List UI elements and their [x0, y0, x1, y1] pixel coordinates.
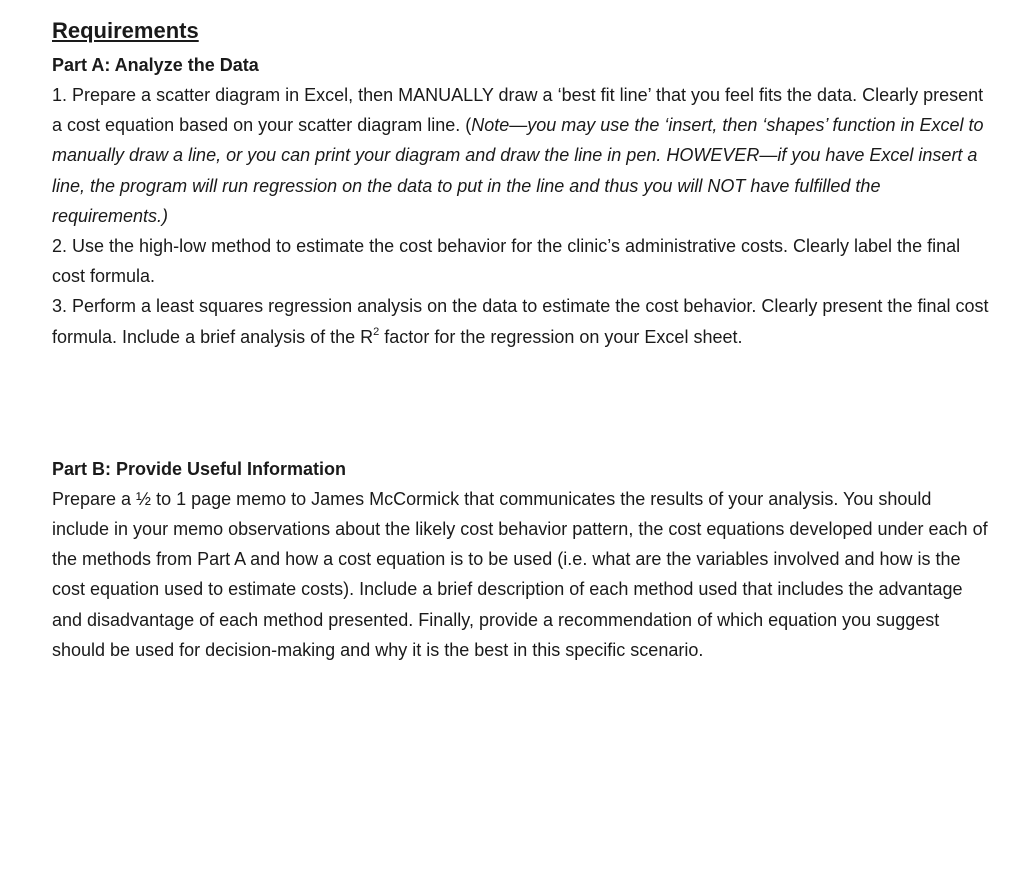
part-a-title: Part A: Analyze the Data — [52, 55, 259, 75]
item-1-note: Note—you may use the ‘insert, then ‘shapes’ function in Excel to manually draw a line, or you can print your diagram and draw the line in pen. HOWEVER—if you have Excel insert a line, the program will run regression on the data to put in the line and thus you will NOT have fulfilled the requirements.) — [52, 115, 984, 226]
part-a-item-3 — [52, 291, 992, 351]
superscript-2: 2 — [373, 325, 380, 338]
item-3-text-end: factor for the regression on your Excel sheet. — [379, 326, 743, 347]
part-b-title: Part B: Provide Useful Information — [52, 458, 347, 479]
item-3-text: 3. Perform a least squares regression analysis on the data to estimate the cost behavior. Clearly present the final cost formula. Include a brief analysis of the R — [52, 296, 989, 347]
part-a-item-2: 2. Use the high-low method to estimate the cost behavior for the clinic’s administrative costs. Clearly label the final cost formula. — [52, 236, 961, 287]
part-a-item-1 — [52, 80, 992, 231]
item-1-text: 1. Prepare a scatter diagram in Excel, then MANUALLY draw a ‘best fit line’ that you feel fits the data. Clearly present a cost equation based on your scatter diagram line. ( — [52, 85, 984, 136]
document-body — [52, 16, 992, 665]
part-b-body: Prepare a ½ to 1 page memo to James McCormick that communicates the results of your analysis. You should include in your memo observations about the likely cost behavior pattern, the cost equations developed under each of the methods from Part A and how a cost equation is to be used (i.e. what are the variables involved and how is the cost equation used to estimate costs). Include a brief description of each method used that includes the advantage and disadvantage of each method presented. Finally, provide a recommendation of which equation you suggest should be used for decision-making and why it is the best in this specific scenario. — [52, 488, 988, 660]
requirements-heading: Requirements — [52, 18, 199, 43]
